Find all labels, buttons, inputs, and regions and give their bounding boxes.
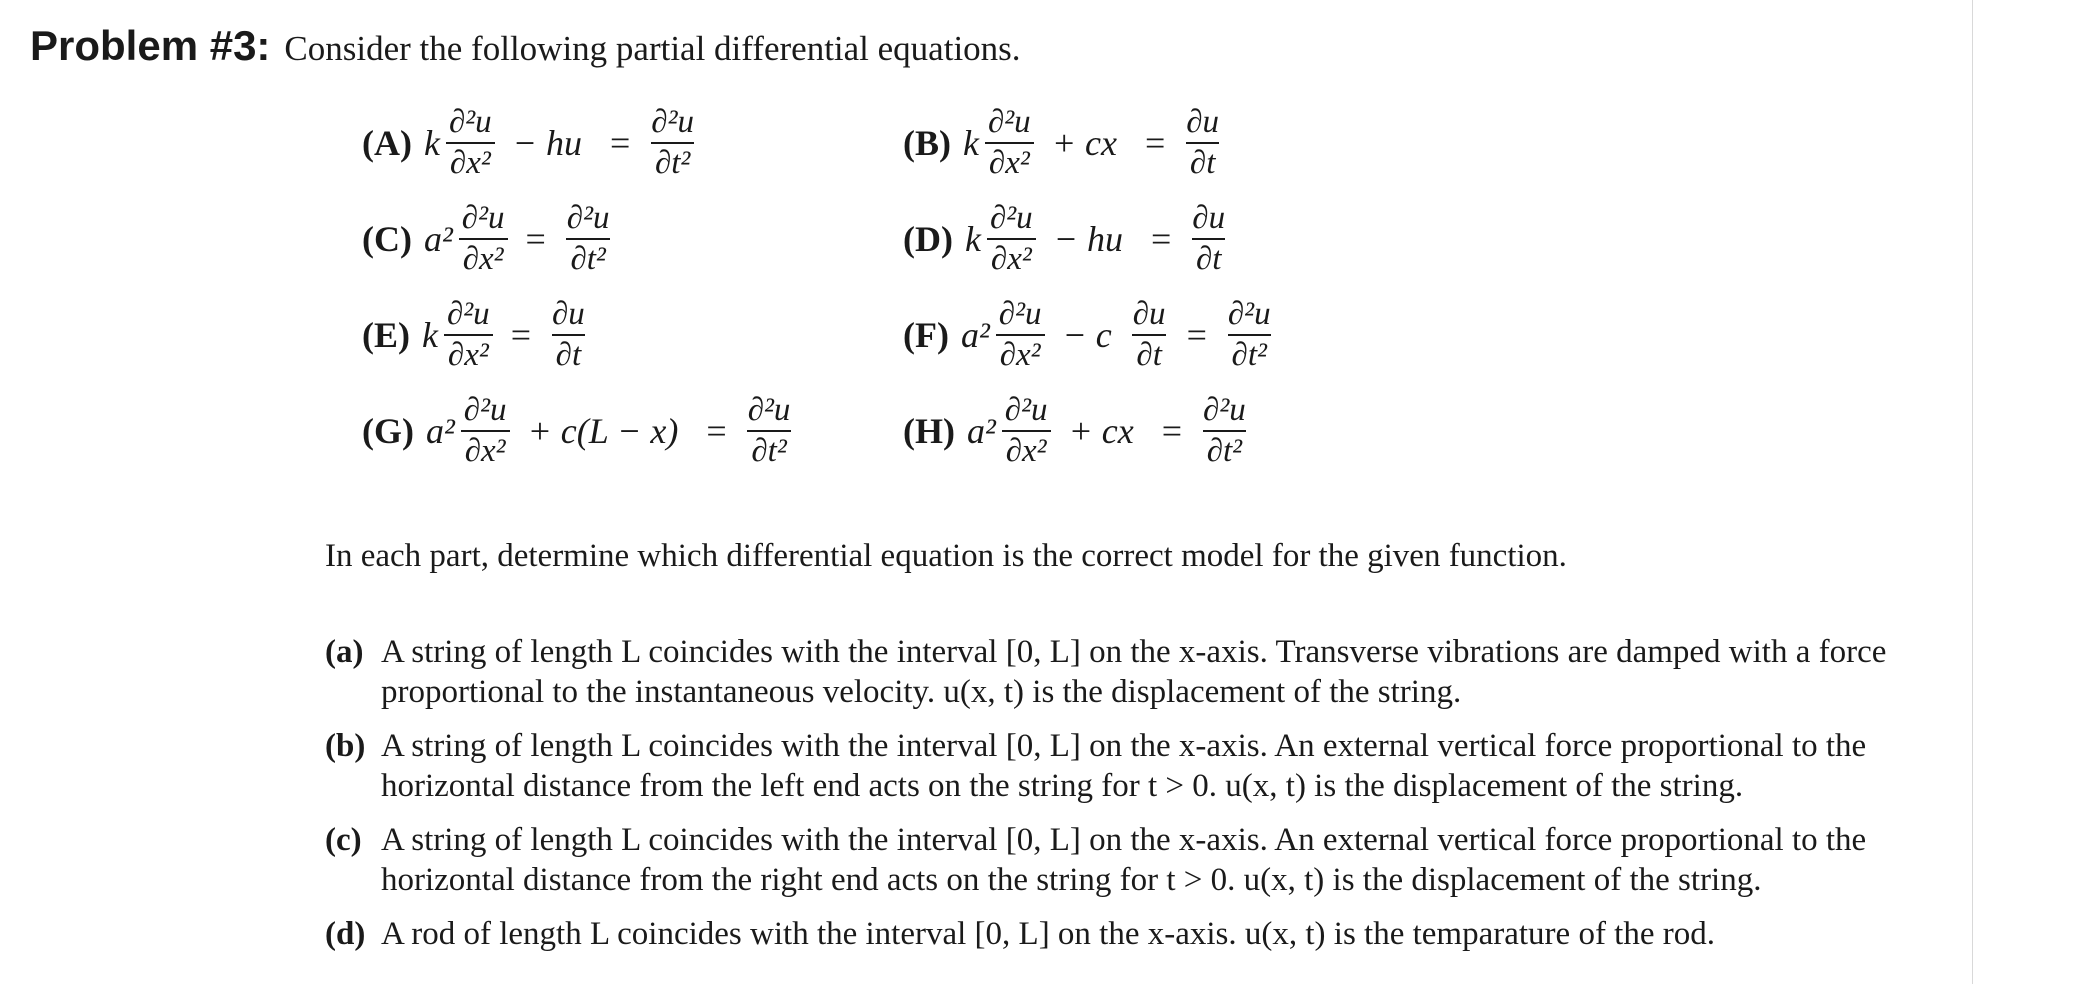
equals-sign: = [609,123,631,163]
equation-g [362,394,797,468]
rhs-derivative: $\frac{\text{∂²u}}{\text{∂t²}}$ [651,104,694,181]
part-text: A string of length L coincides with the interval [0, L] on the x-axis. An external vertical force proportional to the horizontal distance from the right end acts on the string for t > 0. u(x, t) is the displacement of the string. [381,822,1867,898]
second-derivative-x: $\frac{\text{∂²u}}{\text{∂x²}}$ [995,298,1046,372]
rhs-derivative: $\frac{\text{∂²u}}{\text{∂t²}}$ [1203,392,1246,469]
question-part-d [325,914,1945,954]
second-derivative-x: $\frac{\text{∂²u}}{\text{∂x²}}$ [445,106,496,180]
problem-header [30,22,1021,70]
part-label: (c) [325,822,362,858]
equals-sign: = [1161,411,1183,451]
second-derivative-x: $\frac{\text{∂²u}}{\text{∂x²}}$ [460,394,511,468]
equation-label: (D) [903,219,953,259]
first-derivative-t: $\frac{\partial u}{\partial t}$ [1132,296,1166,373]
instructions: In each part, determine which differential equation is the correct model for the given function. [325,538,1567,574]
second-derivative-x: $\frac{\text{∂²u}}{\text{∂x²}}$ [443,298,494,372]
second-derivative-x: $\frac{\text{∂²u}}{\text{∂x²}}$ [458,202,509,276]
equation-a [362,106,701,180]
equation-label: (H) [903,411,955,451]
part-text: A string of length L coincides with the interval [0, L] on the x-axis. Transverse vibrations are damped with a force proportional to the instantaneous velocity. u(x, t) is the displacement of the string. [381,634,1887,710]
lhs-tail: + cx [1068,411,1134,451]
rhs-derivative: $\frac{\text{∂²u}}{\text{∂t²}}$ [566,200,610,277]
equals-sign: = [1186,315,1207,355]
rhs-derivative: $\frac{\partial u}{\partial t}$ [552,296,585,373]
rhs-derivative: $\frac{\text{∂²u}}{\text{∂t²}}$ [747,392,791,469]
equation-label: (G) [362,411,414,451]
equation-label: (B) [903,123,951,163]
right-margin-rule [1972,0,1973,984]
problem-label: Problem #3: [30,22,271,69]
equation-coefficient: a² [423,219,453,259]
rhs-derivative: $\frac{\partial u}{\partial t}$ [1192,200,1226,277]
equation-coefficient: k [963,123,979,163]
equation-coefficient: a² [425,411,455,451]
question-part-a [325,632,1945,712]
equation-coefficient: k [423,123,440,163]
equation-f [903,298,1278,372]
equation-c [362,202,617,276]
lhs-tail: + cx [1051,123,1117,163]
equals-sign: = [525,219,546,259]
equals-sign: = [1150,219,1172,259]
second-derivative-x: $\frac{\text{∂²u}}{\text{∂x²}}$ [986,202,1037,276]
equation-coefficient: k [964,219,981,259]
part-label: (b) [325,728,366,764]
part-text: A string of length L coincides with the interval [0, L] on the x-axis. An external vertical force proportional to the horizontal distance from the left end acts on the string for t > 0. u(x, t) is the displacement of the string. [381,728,1867,804]
equation-coefficient: a² [960,315,990,355]
equation-label: (E) [362,315,410,355]
lhs-tail: − hu [1053,219,1123,259]
part-label: (a) [325,634,364,670]
equals-sign: = [706,411,727,451]
equation-d [903,202,1232,276]
equation-h [903,394,1253,468]
equation-label: (F) [903,315,949,355]
part-label: (d) [325,916,366,952]
problem-statement: Consider the following partial differential equations. [284,29,1021,68]
lhs-tail: − hu [512,123,582,163]
equation-label: (C) [362,219,412,259]
question-parts [325,632,1945,968]
part-text: A rod of length L coincides with the interval [0, L] on the x-axis. u(x, t) is the temparature of the rod. [381,916,1715,952]
lhs-tail: + c(L − x) [527,411,679,451]
equals-sign: = [1144,123,1166,163]
equals-sign: = [510,315,531,355]
equation-coefficient: k [422,315,438,355]
equation-e [362,298,592,372]
second-derivative-x: $\frac{\text{∂²u}}{\text{∂x²}}$ [1001,394,1052,468]
equation-label: (A) [362,123,412,163]
equation-b [903,106,1226,180]
question-part-c [325,820,1945,900]
second-derivative-x: $\frac{\text{∂²u}}{\text{∂x²}}$ [984,106,1035,180]
rhs-derivative: $\frac{\text{∂²u}}{\text{∂t²}}$ [1227,296,1271,373]
question-part-b [325,726,1945,806]
rhs-derivative: $\frac{\partial u}{\partial t}$ [1186,104,1220,181]
lhs-tail: − c [1062,315,1112,355]
equation-coefficient: a² [966,411,996,451]
